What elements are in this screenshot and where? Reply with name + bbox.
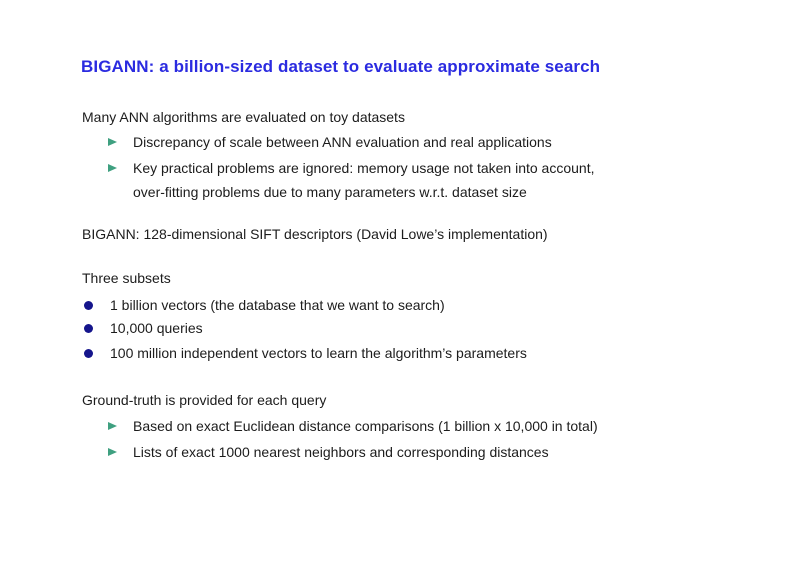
slide-title: BIGANN: a billion-sized dataset to evaluate approximate search (81, 57, 601, 76)
intro-bullet-2-line-1: Key practical problems are ignored: memory usage not taken into account, (133, 160, 595, 176)
subset-item-3: 100 million independent vectors to learn the algorithm’s parameters (110, 345, 527, 361)
ground-truth-bullet-2: Lists of exact 1000 nearest neighbors and corresponding distances (133, 444, 549, 460)
intro-bullet-1: Discrepancy of scale between ANN evaluation and real applications (133, 134, 552, 150)
subsets-heading: Three subsets (82, 270, 171, 286)
disc-bullet-icon (84, 349, 93, 358)
arrow-bullet-icon (108, 448, 117, 456)
ground-truth-bullet-1: Based on exact Euclidean distance comparisons (1 billion x 10,000 in total) (133, 418, 598, 434)
disc-bullet-icon (84, 324, 93, 333)
ground-truth-heading: Ground-truth is provided for each query (82, 392, 327, 408)
arrow-bullet-icon (108, 164, 117, 172)
subset-item-2: 10,000 queries (110, 320, 203, 336)
subset-item-1: 1 billion vectors (the database that we want to search) (110, 297, 445, 313)
dataset-description: BIGANN: 128-dimensional SIFT descriptors (David Lowe’s implementation) (82, 226, 548, 242)
intro-statement: Many ANN algorithms are evaluated on toy datasets (82, 109, 405, 125)
arrow-bullet-icon (108, 422, 117, 430)
intro-bullet-2-line-2: over-fitting problems due to many parameters w.r.t. dataset size (133, 184, 527, 200)
arrow-bullet-icon (108, 138, 117, 146)
disc-bullet-icon (84, 301, 93, 310)
